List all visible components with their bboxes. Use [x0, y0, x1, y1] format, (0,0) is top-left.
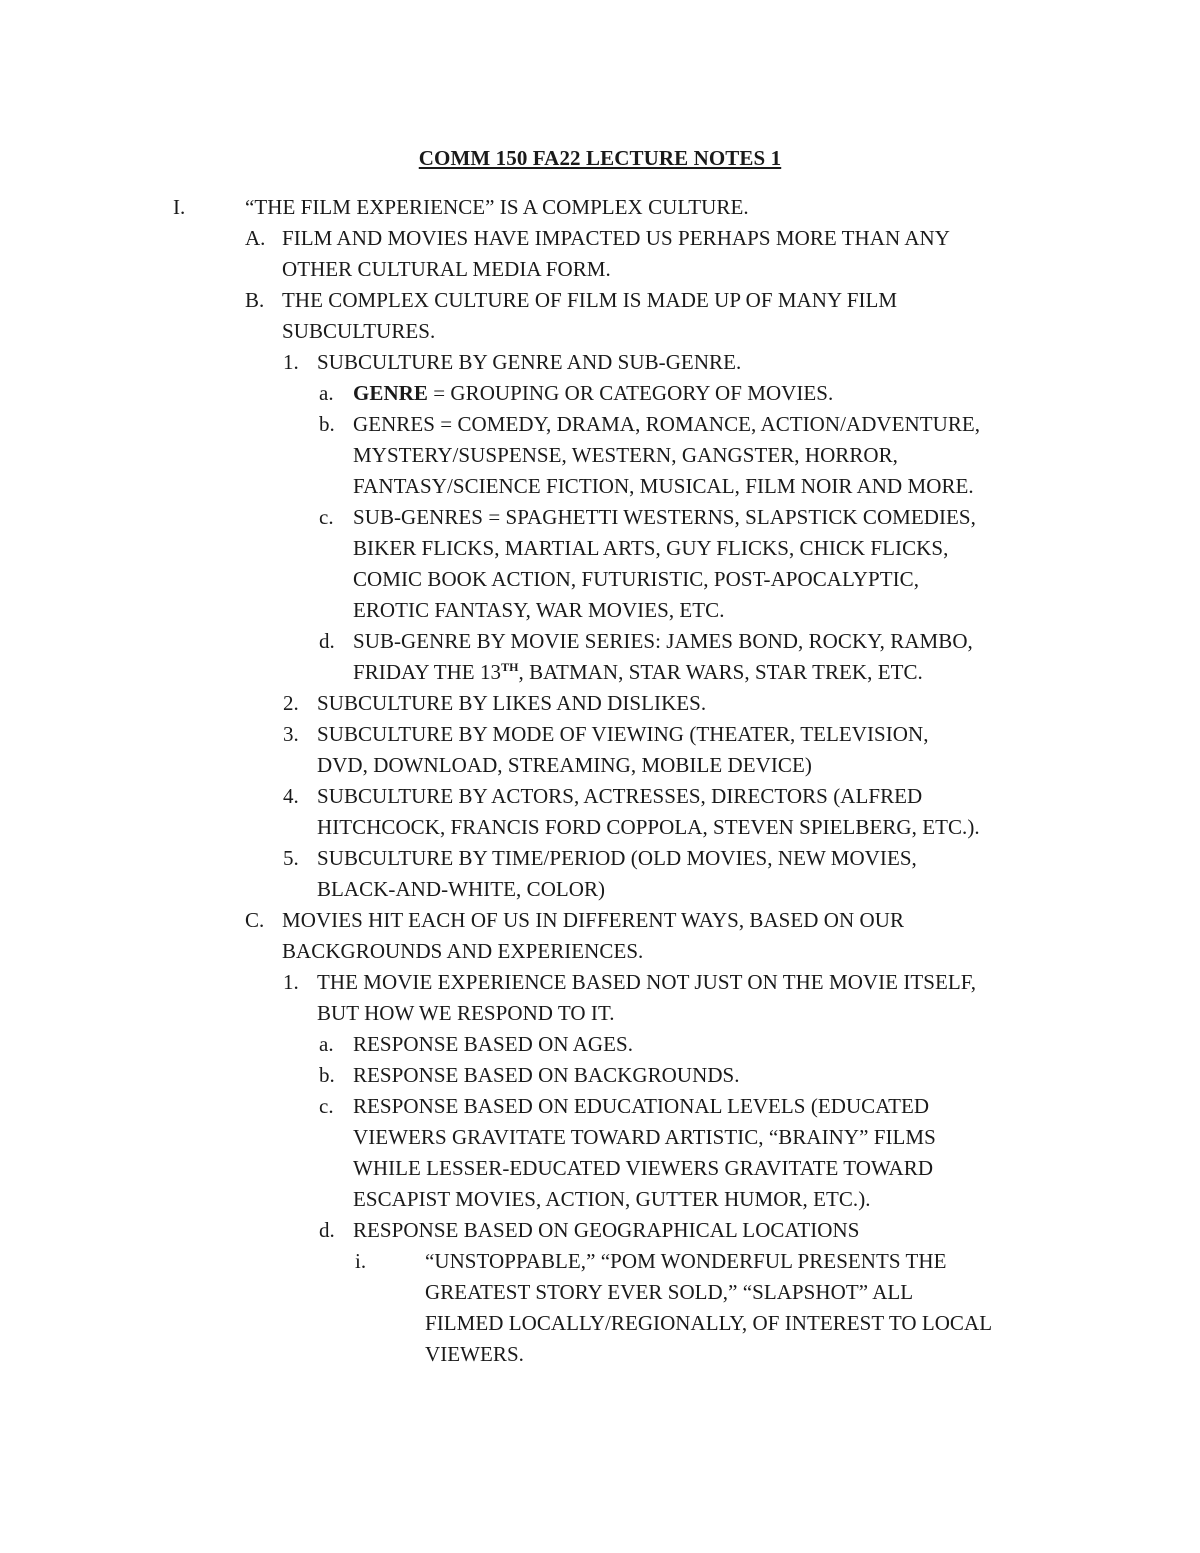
- outline-text-B1c-line-1: SUB-GENRES = SPAGHETTI WESTERNS, SLAPSTICK COMEDIES,: [353, 505, 976, 529]
- outline-text-B1b-line-2: MYSTERY/SUSPENSE, WESTERN, GANGSTER, HORROR,: [353, 443, 898, 467]
- outline-text-C1di-line-1: “UNSTOPPABLE,” “POM WONDERFUL PRESENTS THE: [425, 1249, 947, 1273]
- outline-text-C1di-line-2: GREATEST STORY EVER SOLD,” “SLAPSHOT” ALL: [425, 1280, 914, 1304]
- outline-text-C1d-line-1: RESPONSE BASED ON GEOGRAPHICAL LOCATIONS: [353, 1218, 860, 1242]
- outline-text-B1d-line-1: SUB-GENRE BY MOVIE SERIES: JAMES BOND, ROCKY, RAMBO,: [353, 629, 973, 653]
- outline-text-C1di-line-4: VIEWERS.: [425, 1342, 524, 1366]
- outline-text-B1c-line-3: COMIC BOOK ACTION, FUTURISTIC, POST-APOCALYPTIC,: [353, 567, 920, 591]
- outline-marker-C1di: i.: [355, 1249, 367, 1273]
- outline-text-B4-line-2: HITCHCOCK, FRANCIS FORD COPPOLA, STEVEN SPIELBERG, ETC.).: [317, 815, 980, 839]
- outline-marker-B2: 2.: [283, 691, 299, 715]
- outline-marker-B1c: c.: [319, 505, 334, 529]
- series-list-tail: , BATMAN, STAR WARS, STAR TREK, ETC.: [518, 660, 923, 684]
- outline-text-B1a-line-1: [353, 378, 833, 409]
- outline-text-B1c-line-2: BIKER FLICKS, MARTIAL ARTS, GUY FLICKS, CHICK FLICKS,: [353, 536, 949, 560]
- outline-text-A-line-2: OTHER CULTURAL MEDIA FORM.: [282, 257, 611, 281]
- outline-text-B1-line-1: SUBCULTURE BY GENRE AND SUB-GENRE.: [317, 350, 742, 374]
- outline-text-B1d-line-2: [353, 657, 923, 688]
- outline-text-C1c-line-4: ESCAPIST MOVIES, ACTION, GUTTER HUMOR, ETC.).: [353, 1187, 871, 1211]
- superscript-th: TH: [501, 660, 519, 674]
- outline-text-B-line-1: THE COMPLEX CULTURE OF FILM IS MADE UP OF MANY FILM: [282, 288, 898, 312]
- outline-text-B1c-line-4: EROTIC FANTASY, WAR MOVIES, ETC.: [353, 598, 725, 622]
- outline-text-C-line-1: MOVIES HIT EACH OF US IN DIFFERENT WAYS, BASED ON OUR: [282, 908, 905, 932]
- outline-marker-C1d: d.: [319, 1218, 335, 1242]
- outline-text-C-line-2: BACKGROUNDS AND EXPERIENCES.: [282, 939, 644, 963]
- outline-marker-C: C.: [245, 908, 265, 932]
- outline-text-B3-line-1: SUBCULTURE BY MODE OF VIEWING (THEATER, TELEVISION,: [317, 722, 929, 746]
- outline-text-B3-line-2: DVD, DOWNLOAD, STREAMING, MOBILE DEVICE): [317, 753, 812, 777]
- outline-text-B2-line-1: SUBCULTURE BY LIKES AND DISLIKES.: [317, 691, 707, 715]
- outline-text-B4-line-1: SUBCULTURE BY ACTORS, ACTRESSES, DIRECTORS (ALFRED: [317, 784, 923, 808]
- outline-text-B5-line-1: SUBCULTURE BY TIME/PERIOD (OLD MOVIES, NEW MOVIES,: [317, 846, 917, 870]
- outline-marker-B: B.: [245, 288, 265, 312]
- outline-marker-B1: 1.: [283, 350, 299, 374]
- outline-text-B1b-line-3: FANTASY/SCIENCE FICTION, MUSICAL, FILM NOIR AND MORE.: [353, 474, 974, 498]
- outline-marker-C1a: a.: [319, 1032, 334, 1056]
- outline-text-C1a-line-1: RESPONSE BASED ON AGES.: [353, 1032, 634, 1056]
- outline-text-B-line-2: SUBCULTURES.: [282, 319, 436, 343]
- outline-marker-C1c: c.: [319, 1094, 334, 1118]
- friday-text: FRIDAY THE 13: [353, 660, 502, 684]
- outline-marker-B1b: b.: [319, 412, 335, 436]
- outline-text-C1di-line-3: FILMED LOCALLY/REGIONALLY, OF INTEREST TO LOCAL: [425, 1311, 993, 1335]
- outline-text-C1b-line-1: RESPONSE BASED ON BACKGROUNDS.: [353, 1063, 740, 1087]
- outline-marker-C1b: b.: [319, 1063, 335, 1087]
- outline-text-C1-line-2: BUT HOW WE RESPOND TO IT.: [317, 1001, 615, 1025]
- outline-marker-B1a: a.: [319, 381, 334, 405]
- outline-text-A-line-1: FILM AND MOVIES HAVE IMPACTED US PERHAPS MORE THAN ANY: [282, 226, 950, 250]
- outline-text-B5-line-2: BLACK-AND-WHITE, COLOR): [317, 877, 606, 901]
- outline-text-C1c-line-1: RESPONSE BASED ON EDUCATIONAL LEVELS (EDUCATED: [353, 1094, 930, 1118]
- outline-text-C1-line-1: THE MOVIE EXPERIENCE BASED NOT JUST ON THE MOVIE ITSELF,: [317, 970, 977, 994]
- outline-marker-I: I.: [173, 195, 186, 219]
- outline-marker-B3: 3.: [283, 722, 299, 746]
- outline-marker-B4: 4.: [283, 784, 299, 808]
- genre-definition: = GROUPING OR CATEGORY OF MOVIES.: [427, 381, 834, 405]
- genre-term: GENRE: [353, 381, 428, 405]
- page-title: COMM 150 FA22 LECTURE NOTES 1: [418, 146, 782, 170]
- outline-text-I-line-1: “THE FILM EXPERIENCE” IS A COMPLEX CULTURE.: [245, 195, 749, 219]
- outline-text-B1b-line-1: GENRES = COMEDY, DRAMA, ROMANCE, ACTION/ADVENTURE,: [353, 412, 981, 436]
- outline-marker-B1d: d.: [319, 629, 335, 653]
- outline-marker-B5: 5.: [283, 846, 299, 870]
- outline-marker-A: A.: [245, 226, 266, 250]
- outline-marker-C1: 1.: [283, 970, 299, 994]
- outline-text-C1c-line-2: VIEWERS GRAVITATE TOWARD ARTISTIC, “BRAINY” FILMS: [353, 1125, 936, 1149]
- outline-text-C1c-line-3: WHILE LESSER-EDUCATED VIEWERS GRAVITATE TOWARD: [353, 1156, 934, 1180]
